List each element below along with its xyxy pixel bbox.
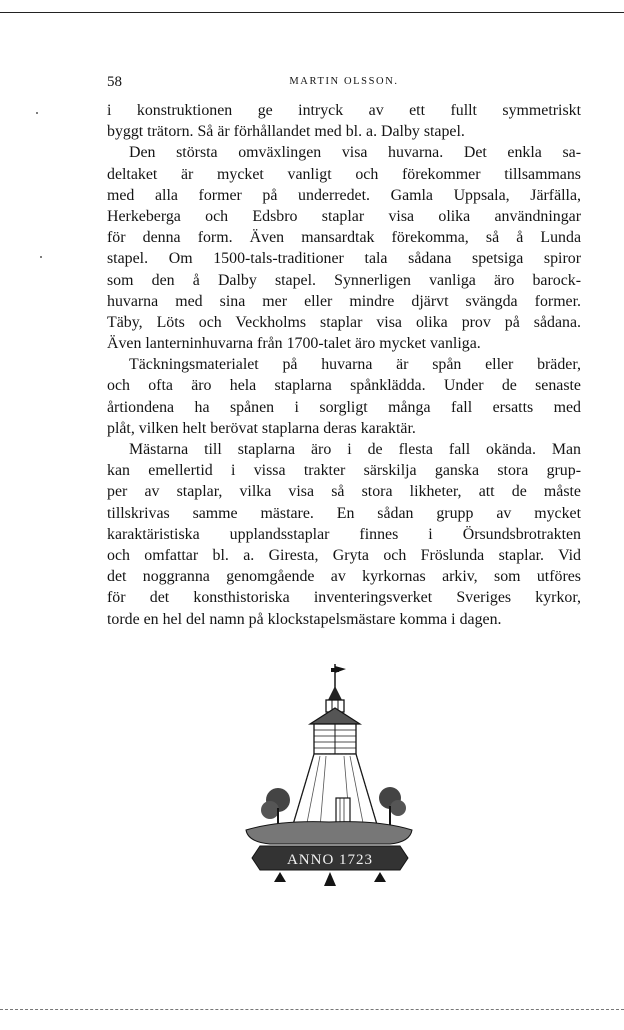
top-rule	[0, 12, 624, 13]
text-line: deltaket är mycket vanligt och förekommer tillsammans	[107, 165, 581, 183]
text-line: Täby, Löts och Veckholms staplar visa olika prov på sådana.	[107, 313, 581, 331]
text-line: per av staplar, vilka visa så stora likheter, att de måste	[107, 483, 581, 501]
text-line: tillskrivas samme mästare. En sådan grupp av mycket	[107, 504, 581, 522]
text-line: torde en hel del namn på klockstapelsmästare komma i dagen.	[107, 610, 502, 628]
text-line: med alla former på underredet. Gamla Uppsala, Järfälla,	[107, 186, 581, 204]
text-line: för denna form. Även mansardtak förekomma, så å Lunda	[107, 229, 581, 247]
banner-text: ANNO 1723	[286, 852, 374, 868]
bottom-rule	[0, 1009, 624, 1010]
bell-tower-vignette	[240, 660, 418, 890]
text-line: Även lanterninhuvarna från 1700-talet äro mycket vanliga.	[107, 335, 481, 353]
text-line: som den å Dalby stapel. Synnerligen vanliga äro barock-	[107, 271, 581, 289]
text-line: Mästarna till staplarna äro i de flesta fall okända. Man	[129, 441, 581, 458]
text-line: byggt trätorn. Så är förhållandet med bl. a. Dalby stapel.	[107, 123, 465, 141]
text-line: kan emellertid i vissa trakter särskilja ganska stora grup-	[107, 462, 581, 480]
page-number: 58	[107, 74, 122, 90]
text-line: för det konsthistoriska inventeringsverket Sveriges kyrkor,	[107, 589, 581, 607]
text-line: plåt, vilken helt berövat staplarna deras karaktär.	[107, 419, 416, 437]
text-line: och ofta äro hela staplarna spånklädda. Under de senaste	[107, 377, 581, 395]
running-head: MARTIN OLSSON.	[289, 76, 399, 87]
text-line: det noggranna genomgående av kyrkornas arkiv, som utföres	[107, 568, 581, 586]
text-line: Den största omväxlingen visa huvarna. Det enkla sa-	[129, 144, 581, 162]
body-text	[107, 100, 581, 630]
text-line: stapel. Om 1500-tals-traditioner tala sådana spetsiga spiror	[107, 250, 581, 268]
text-line: i konstruktionen ge intryck av ett fullt symmetriskt	[107, 102, 581, 119]
print-speck	[40, 256, 42, 258]
text-line: huvarna med sina mer eller mindre djärvt svängda former.	[107, 292, 581, 310]
page-header	[107, 74, 581, 94]
print-speck	[36, 112, 38, 114]
text-line: och omfattar bl. a. Giresta, Gryta och Fröslunda staplar. Vid	[107, 546, 581, 564]
text-line: Täckningsmaterialet på huvarna är spån eller bräder,	[129, 356, 581, 374]
text-line: Herkeberga och Edsbro staplar visa olika användningar	[107, 207, 581, 225]
text-line: karaktäristiska upplandsstaplar finnes i Örsundsbrotrakten	[107, 525, 581, 543]
text-line: årtiondena ha spånen i sorgligt många fall ersatts med	[107, 398, 581, 416]
